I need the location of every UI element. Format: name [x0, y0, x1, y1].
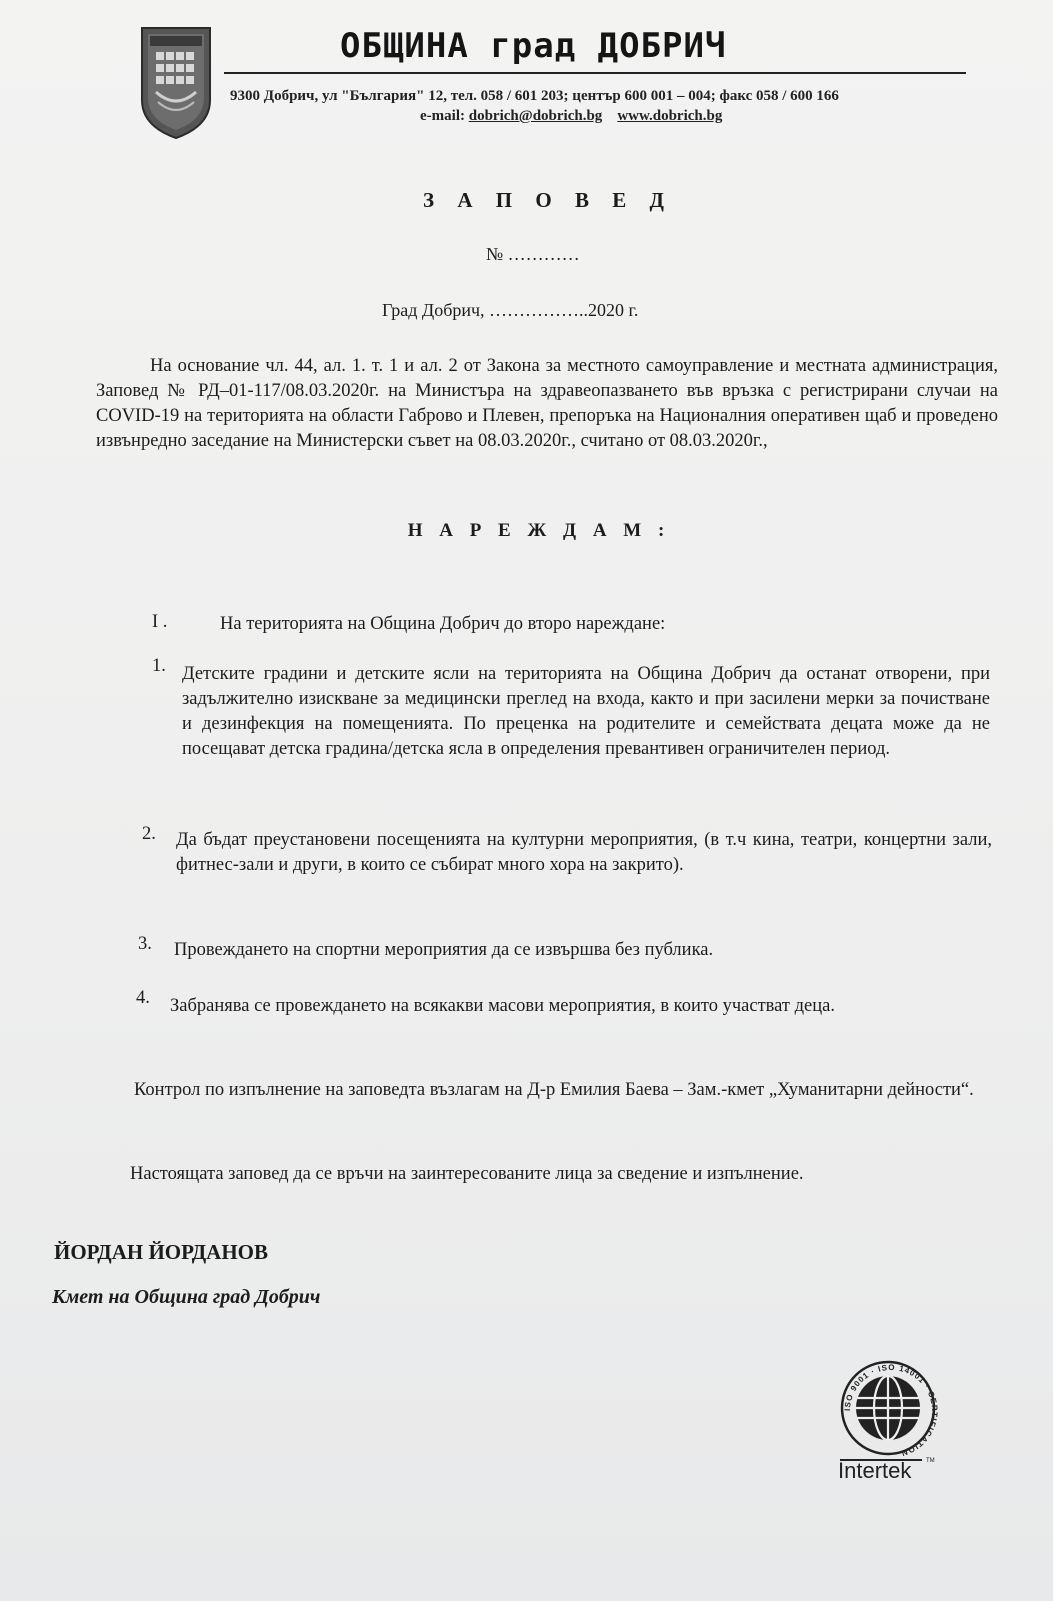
section-text: На територията на Община Добрич до второ нареждане: — [220, 614, 666, 634]
globe-certification-icon — [836, 1356, 946, 1466]
document-title: З А П О В Е Д — [423, 188, 673, 212]
control-paragraph: Контрол по изпълнение на заповедта възлагам на Д-р Емилия Баева – Зам.-кмет „Хуманитарни дейности“. — [134, 1080, 974, 1100]
delivery-paragraph: Настоящата заповед да се връчи на заинтересованите лица за сведение и изпълнение. — [130, 1164, 804, 1184]
list-item-number: 2. — [142, 824, 156, 844]
document-place-date: Град Добрич, ……………..2020 г. — [382, 300, 639, 320]
section-number: I . — [152, 612, 168, 632]
list-item: Забранява се провеждането на всякакви масови мероприятия, в които участват деца. — [170, 996, 835, 1016]
header-divider — [224, 72, 966, 74]
list-item-number: 1. — [152, 656, 166, 676]
preamble-paragraph: На основание чл. 44, ал. 1. т. 1 и ал. 2 от Закона за местното самоуправление и местната администрация, Заповед № РД–01-117/08.03.2020г. на Министъра на здравеопазването във връзка с регистрирани случаи на COVID-19 на територията на области Габрово и Плевен, препоръка на Националния оперативен щаб и проведено извънредно заседание на Министерски съвет на 08.03.2020г., считано от 08.03.2020г., — [96, 356, 998, 451]
trademark-mark: TM — [926, 1458, 935, 1464]
list-item: Да бъдат преустановени посещенията на културни мероприятия, (в т.ч кина, театри, концертни зали, фитнес-зали и други, в които се събират много хора на закрито). — [176, 830, 992, 875]
decree-heading: Н А Р Е Ж Д А М : — [407, 520, 671, 541]
document-number: № ………… — [486, 244, 580, 264]
email-link[interactable]: dobrich@dobrich.bg — [468, 108, 603, 124]
email-label: e-mail: — [420, 108, 465, 124]
cert-body-name: Intertek — [838, 1458, 912, 1483]
website-link[interactable]: www.dobrich.bg — [617, 108, 723, 124]
list-item: Детските градини и детските ясли на територията на Община Добрич да останат отворени, при задължително изискване за медицински преглед на входа, както и при засилени мерки за почистване и дезинфекция на помещенията. По преценка на родителите и семействата децата може да не посещават детска градина/детска ясла в определения превантивен ограничителен период. — [182, 664, 990, 759]
signatory-name: ЙОРДАН ЙОРДАНОВ — [54, 1240, 268, 1264]
signatory-title: Кмет на Община град Добрич — [52, 1286, 321, 1308]
list-item-number: 4. — [136, 988, 150, 1008]
municipal-crest-icon — [136, 22, 216, 140]
org-title: ОБЩИНА град ДОБРИЧ — [340, 26, 727, 66]
email-line — [420, 108, 722, 125]
list-item-number: 3. — [138, 934, 152, 954]
contact-line: 9300 Добрич, ул "България" 12, тел. 058 / 601 203; център 600 001 – 004; факс 058 / 600 166 — [230, 88, 839, 104]
cert-ring-text: ISO 9001 · ISO 14001 · CERTIFICATION — [842, 1362, 940, 1458]
list-item: Провеждането на спортни мероприятия да се извършва без публика. — [174, 940, 714, 960]
